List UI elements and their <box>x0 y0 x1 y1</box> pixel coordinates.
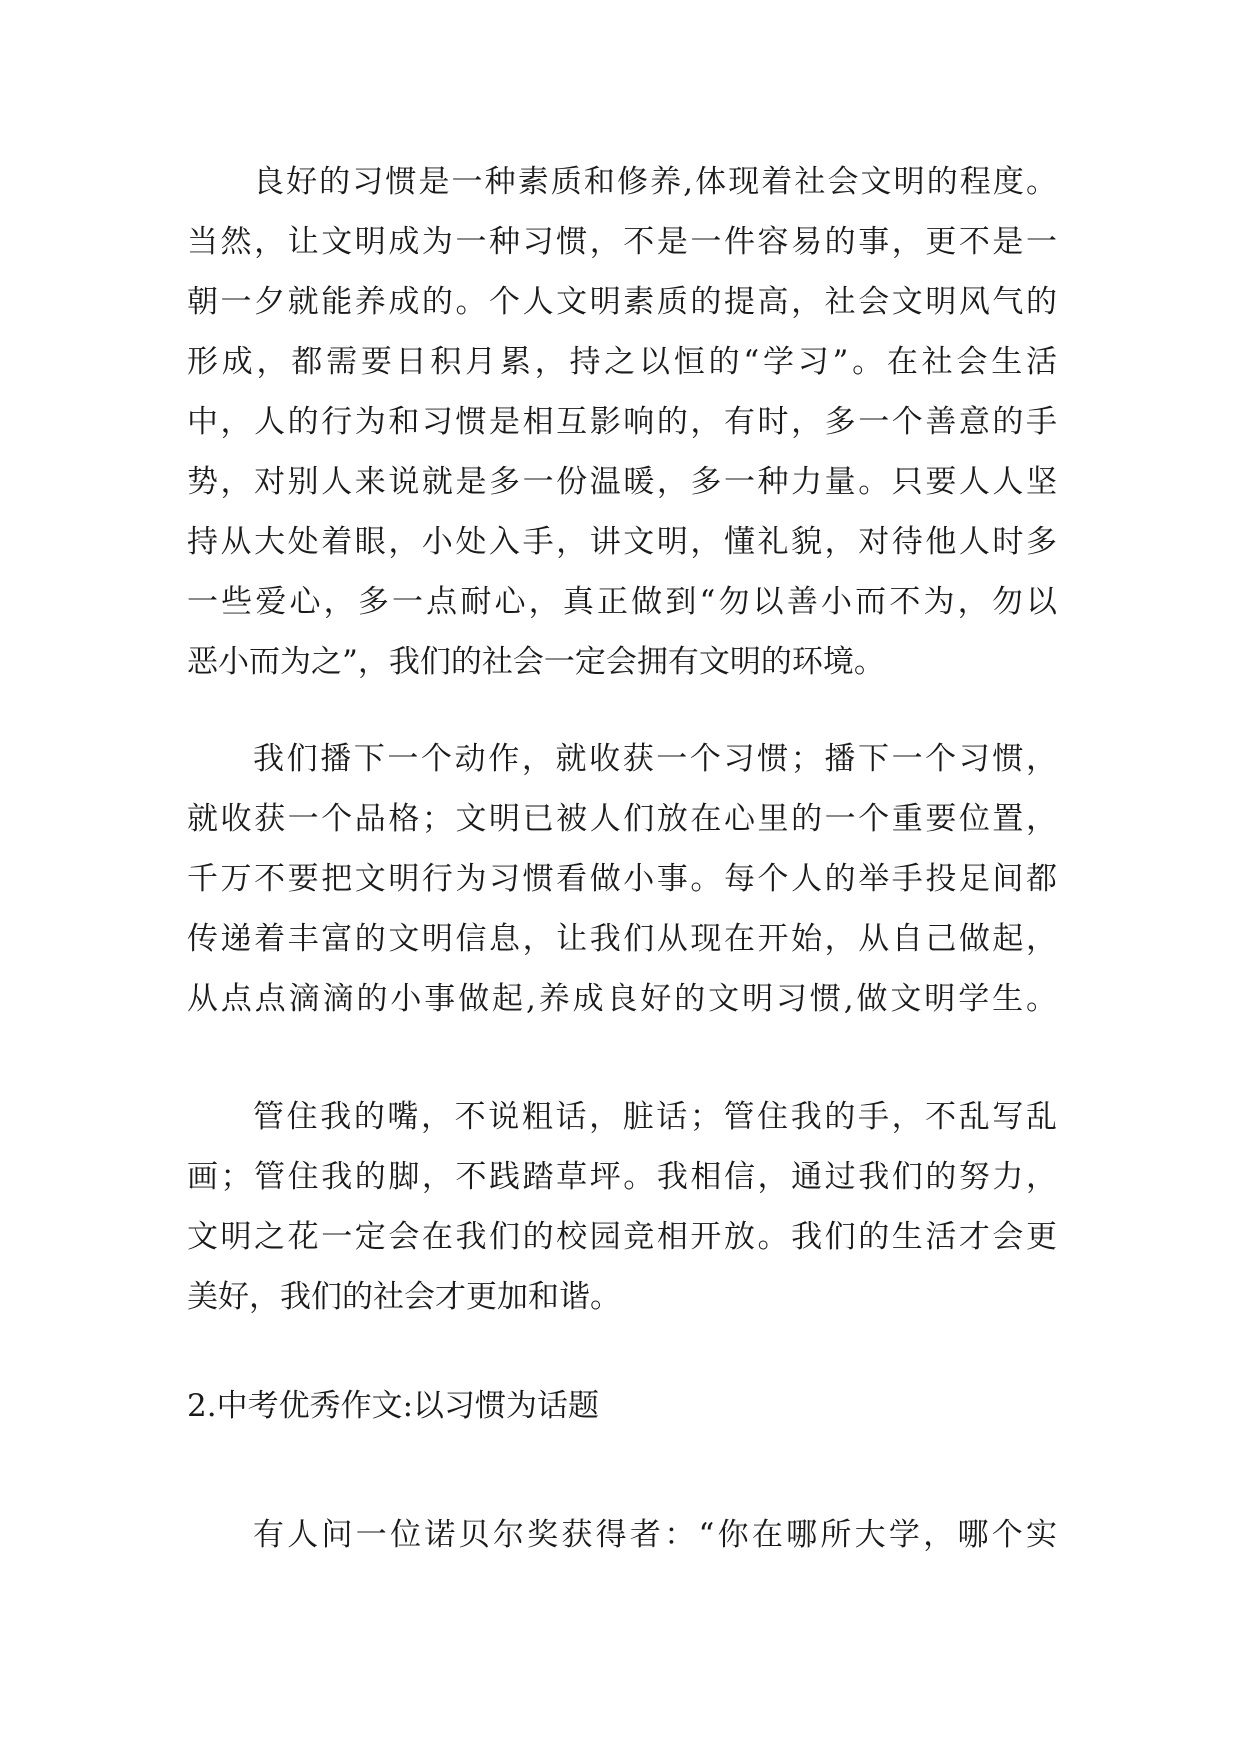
text-line: 恶小而为之”，我们的社会一定会拥有文明的环境。 <box>187 644 885 680</box>
text-line: 从点点滴滴的小事做起,养成良好的文明习惯,做文明学生。 <box>187 981 1057 1017</box>
text-line: 画；管住我的脚，不践踏草坪。我相信，通过我们的努力， <box>187 1159 1057 1195</box>
section-heading <box>187 1376 1057 1436</box>
heading-text: 2.中考优秀作文:以习惯为话题 <box>187 1388 600 1424</box>
text-line: 中，人的行为和习惯是相互影响的，有时，多一个善意的手 <box>187 404 1057 440</box>
paragraph-2 <box>187 729 1057 1029</box>
text-line: 朝一夕就能养成的。个人文明素质的提高，社会文明风气的 <box>187 284 1057 320</box>
text-line: 一些爱心，多一点耐心，真正做到“勿以善小而不为，勿以 <box>187 584 1057 620</box>
text-line: 管住我的嘴，不说粗话，脏话；管住我的手，不乱写乱 <box>253 1099 1057 1135</box>
text-line: 文明之花一定会在我们的校园竞相开放。我们的生活才会更 <box>187 1219 1057 1255</box>
text-line: 就收获一个品格；文明已被人们放在心里的一个重要位置， <box>187 801 1057 837</box>
text-line: 持从大处着眼，小处入手，讲文明，懂礼貌，对待他人时多 <box>187 524 1057 560</box>
paragraph-1 <box>187 152 1057 692</box>
text-line: 良好的习惯是一种素质和修养,体现着社会文明的程度。 <box>253 164 1057 200</box>
text-line: 千万不要把文明行为习惯看做小事。每个人的举手投足间都 <box>187 861 1057 897</box>
text-line: 势，对别人来说就是多一份温暖，多一种力量。只要人人坚 <box>187 464 1057 500</box>
text-line: 我们播下一个动作，就收获一个习惯；播下一个习惯， <box>253 741 1057 777</box>
paragraph-3 <box>187 1087 1057 1327</box>
paragraph-4 <box>187 1505 1057 1565</box>
text-line: 有人问一位诺贝尔奖获得者：“你在哪所大学，哪个实 <box>253 1517 1057 1553</box>
text-line: 当然，让文明成为一种习惯，不是一件容易的事，更不是一 <box>187 224 1057 260</box>
text-line: 形成，都需要日积月累，持之以恒的“学习”。在社会生活 <box>187 344 1057 380</box>
text-line: 传递着丰富的文明信息，让我们从现在开始，从自己做起， <box>187 921 1057 957</box>
text-line: 美好，我们的社会才更加和谐。 <box>187 1279 621 1315</box>
